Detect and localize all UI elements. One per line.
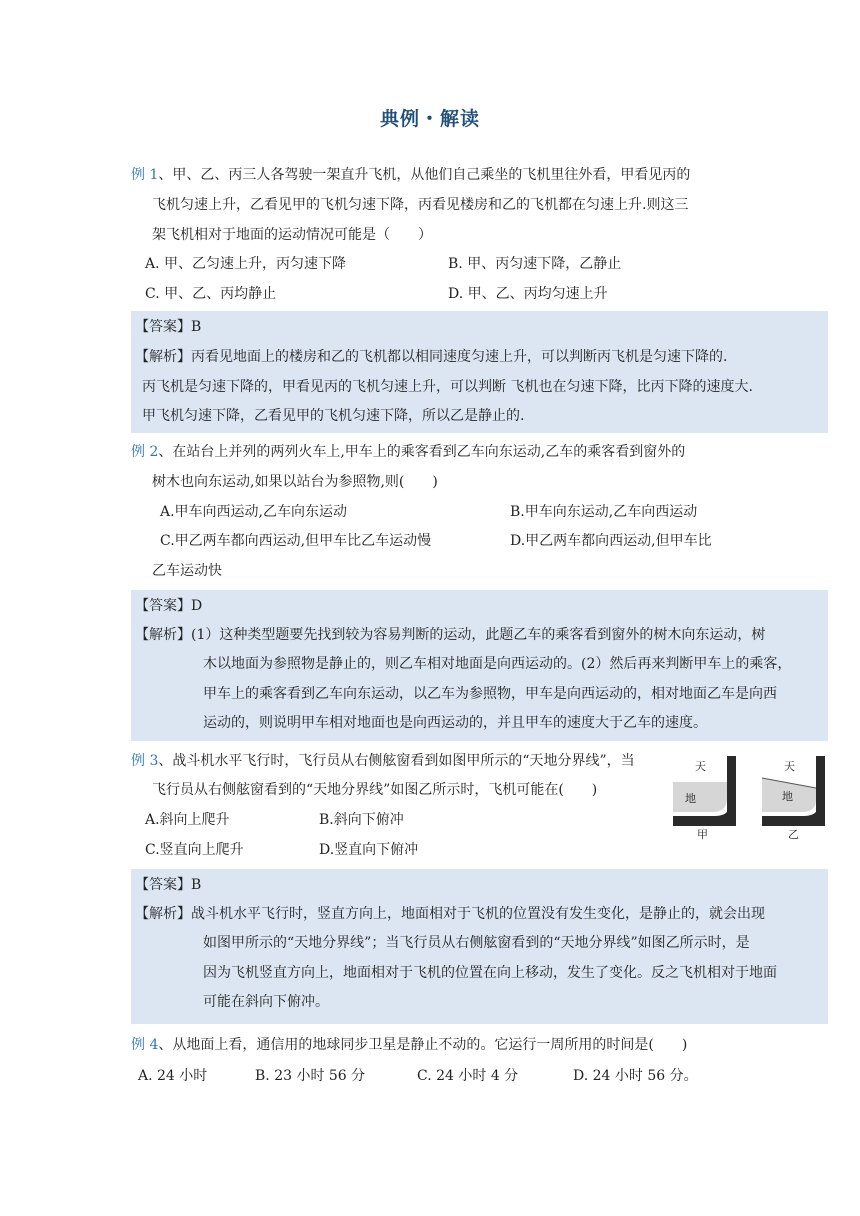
analysis-line: 因为飞机竖直方向上，地面相对于飞机的位置在向上移动，发生了变化。反之飞机相对于地面 [203,965,777,981]
analysis-line: 甲飞机匀速下降，乙看见甲的飞机匀速下降，所以乙是静止的. [142,408,525,424]
analysis-line: 可能在斜向下俯冲。 [203,994,329,1010]
analysis-line: 【解析】战斗机水平飞行时，竖直方向上，地面相对于飞机的位置没有发生变化，是静止的，就会出现 [135,906,765,922]
option-d: D.竖直向下俯冲 [319,842,419,858]
option-c: C. 24 小时 4 分 [417,1068,519,1084]
analysis-line: 如图甲所示的“天地分界线”；当飞行员从右侧舷窗看到的“天地分界线”如图乙所示时，是 [203,935,750,951]
answer-box-1 [131,311,828,433]
answer-box-2 [131,590,828,741]
analysis-line: 【解析】(1）这种类型题要先找到较为容易判断的运动，此题乙车的乘客看到窗外的树木向东运动，树 [135,627,766,643]
answer-box-3 [131,869,828,1024]
option-c: C.甲乙两车都向西运动,但甲车比乙车运动慢 [160,533,432,549]
sky-label: 天 [784,760,795,773]
analysis-line: 丙飞机是匀速下降的，甲看见丙的飞机匀速上升，可以判断 飞机也在匀速下降，比丙下降的速度大. [142,379,753,395]
option-d: D. 甲、乙、丙均匀速上升 [448,286,608,302]
example-label: 例 2 [131,444,159,460]
option-b: B. 23 小时 56 分 [255,1068,366,1084]
ground-label: 地 [685,792,696,805]
option-b: B.斜向下俯冲 [319,812,404,828]
figure-jia [673,756,736,826]
option-b: B.甲车向东运动,乙车向西运动 [510,504,698,520]
ground-label: 地 [782,790,793,803]
analysis-line: 木以地面为参照物是静止的，则乙车相对地面是向西运动的。(2）然后再来判断甲车上的乘客， [203,656,792,672]
question-text: 例 1、甲、乙、丙三人各驾驶一架直升飞机，从他们自己乘坐的飞机里往外看，甲看见丙的 [131,167,691,183]
question-text: 架飞机相对于地面的运动情况可能是（ ） [152,227,432,243]
option-a: A.甲车向西运动,乙车向东运动 [160,504,348,520]
option-c: C.竖直向上爬升 [145,842,244,858]
analysis-line: 运动的，则说明甲车相对地面也是向西运动的，并且甲车的速度大于乙车的速度。 [203,715,707,731]
example-label: 例 1 [131,167,159,183]
frame-right [727,756,736,826]
option-a: A.斜向上爬升 [145,812,230,828]
question-text: 树木也向东运动,如果以站台为参照物,则( ) [152,474,438,490]
option-d-continued: 乙车运动快 [152,563,222,579]
analysis-line: 【解析】丙看见地面上的楼房和乙的飞机都以相同速度匀速上升，可以判断丙飞机是匀速下降的. [135,349,728,365]
option-c: C. 甲、乙、丙均静止 [145,286,277,302]
figure-caption-yi: 乙 [788,828,799,841]
question-text: 例 4、从地面上看，通信用的地球同步卫星是静止不动的。它运行一周所用的时间是( ) [131,1037,688,1053]
answer-value: B [191,319,202,335]
option-a: A. 甲、乙匀速上升，丙匀速下降 [145,256,347,272]
ground-area [673,782,727,812]
frame-right [816,756,825,826]
question-text: 例 3、战斗机水平飞行时，飞行员从右侧舷窗看到如图甲所示的“天地分界线”，当 [131,753,635,769]
option-b: B. 甲、丙匀速下降，乙静止 [448,256,622,272]
question-text: 飞机匀速上升，乙看见甲的飞机匀速下降，丙看见楼房和乙的飞机都在匀速上升.则这三 [152,197,689,213]
question-text: 飞行员从右侧舷窗看到的“天地分界线”如图乙所示时，飞机可能在( ) [152,782,598,798]
answer-value: B [191,877,202,893]
figure-yi [762,756,825,826]
page-title: 典例・解读 [379,108,480,130]
analysis-line: 甲车上的乘客看到乙车向东运动，以乙车为参照物，甲车是向西运动的，相对地面乙车是向西 [203,686,777,702]
example-label: 例 4 [131,1037,159,1053]
answer-value: D [191,598,203,614]
question-text: 例 2、在站台上并列的两列火车上,甲车上的乘客看到乙车向东运动,乙车的乘客看到窗外的 [131,444,686,460]
example-label: 例 3 [131,753,159,769]
answer-line: 【答案】B [135,877,202,893]
answer-line: 【答案】D [135,598,203,614]
figure-caption-jia: 甲 [697,828,708,841]
option-a: A. 24 小时 [138,1068,208,1084]
answer-line: 【答案】B [135,319,202,335]
sky-label: 天 [695,760,706,773]
option-d: D.甲乙两车都向西运动,但甲车比 [510,533,712,549]
option-d: D. 24 小时 56 分。 [573,1068,698,1084]
